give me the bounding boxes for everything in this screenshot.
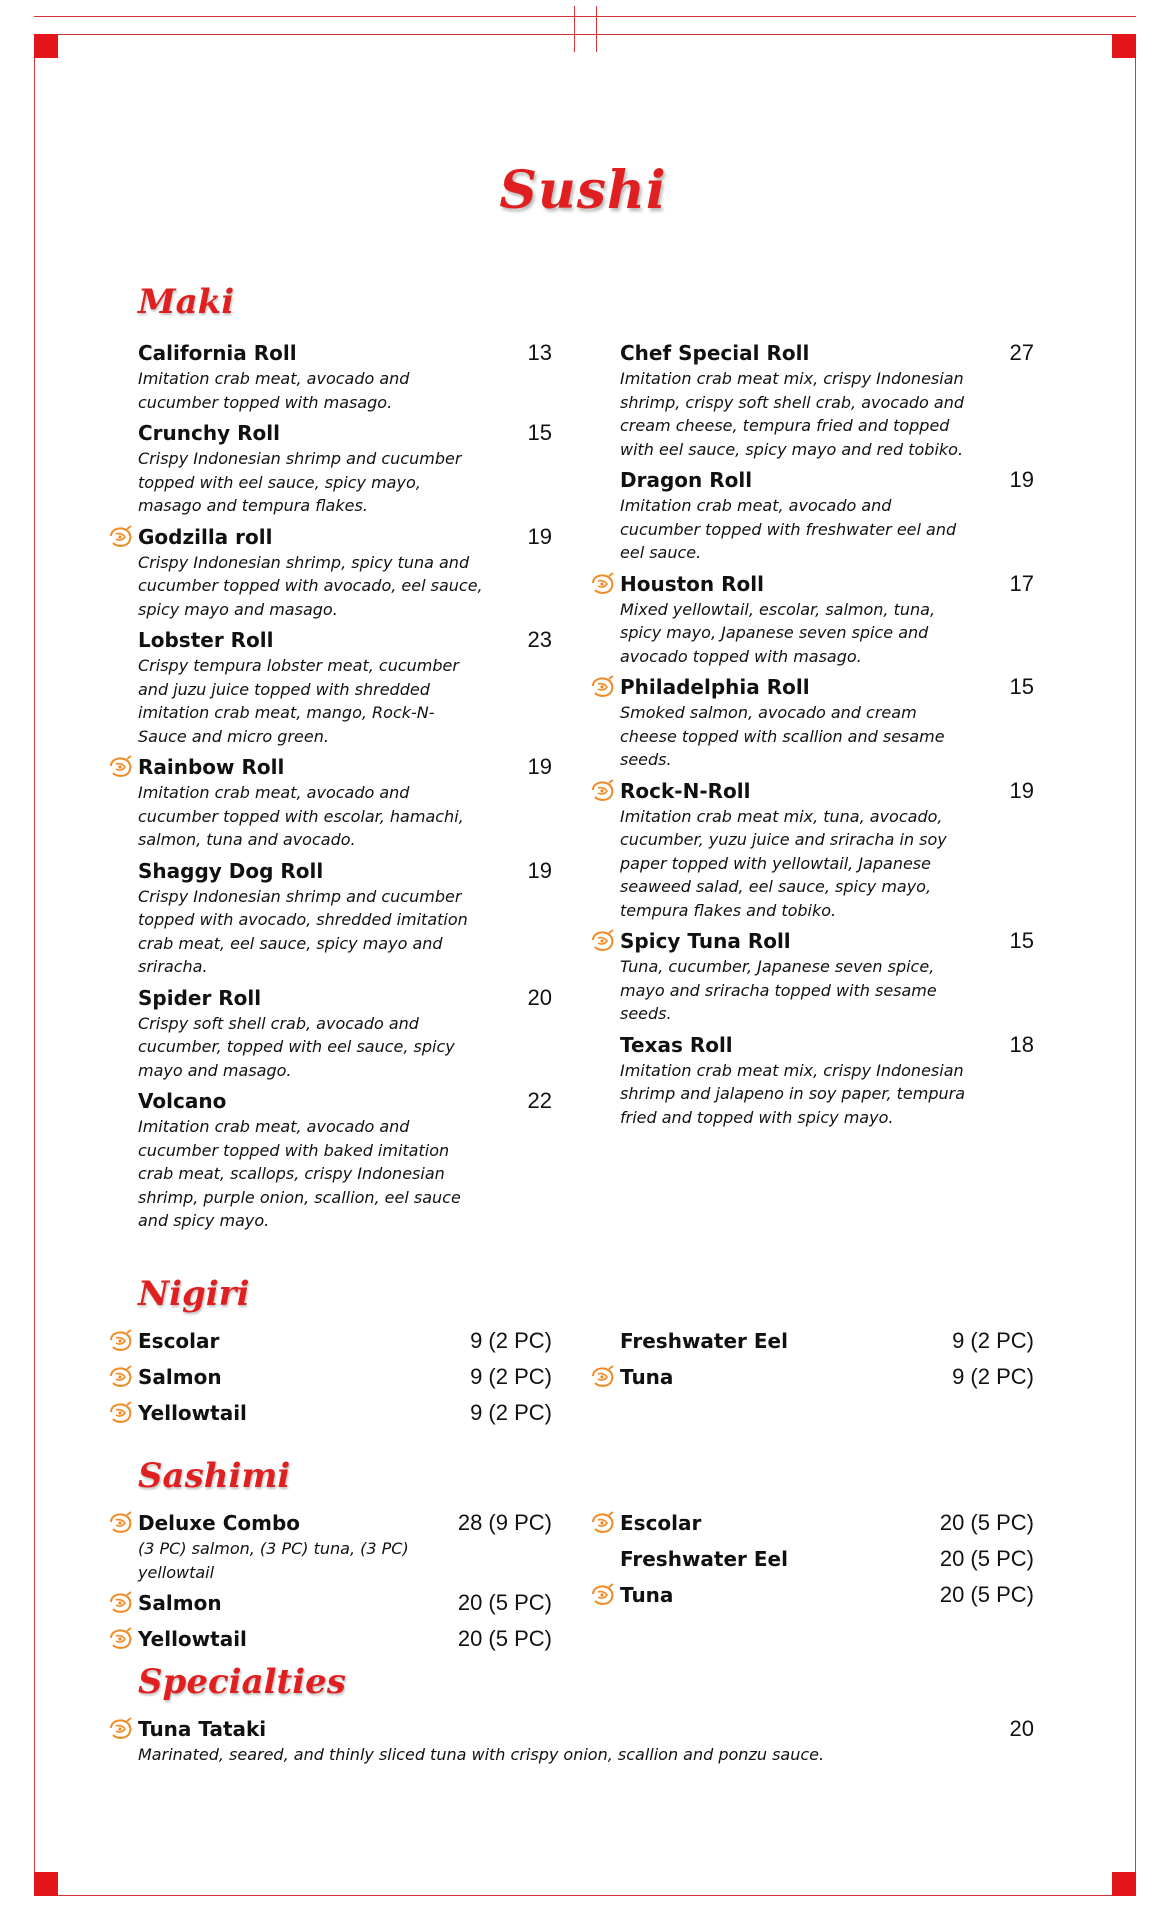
menu-item-description: Crispy Indonesian shrimp and cucumber topped with eel sauce, spicy mayo, masago and tempura flakes. — [138, 449, 462, 515]
menu-item-description: Smoked salmon, avocado and cream cheese topped with scallion and sesame seeds. — [620, 703, 945, 769]
menu-item-price: 15 — [527, 420, 552, 445]
menu-item-name: Spicy Tuna Roll — [620, 929, 791, 953]
corner-square — [34, 34, 58, 58]
menu-item-price: 19 — [527, 857, 552, 883]
menu-item — [138, 1088, 552, 1233]
chili-pepper-icon — [108, 525, 134, 549]
chili-pepper-icon — [590, 1511, 616, 1535]
menu-item-description: Crispy soft shell crab, avocado and cucumber, topped with eel sauce, spicy mayo and masago. — [138, 1013, 455, 1080]
menu-item-price: 9 (2 PC) — [952, 1364, 1034, 1389]
menu-item-name: Dragon Roll — [620, 468, 753, 492]
menu-item-description: Marinated, seared, and thinly sliced tuna with crispy onion, scallion and ponzu sauce. — [138, 1745, 825, 1764]
menu-item-name: Shaggy Dog Roll — [138, 858, 324, 883]
menu-item-row — [138, 524, 552, 550]
maki-right-column — [620, 340, 1034, 1135]
menu-item-price: 9 (2 PC) — [952, 1328, 1034, 1353]
menu-item — [138, 1364, 552, 1390]
frame-bottom-line — [34, 1895, 1136, 1896]
maki-left-column — [138, 340, 552, 1239]
frame-top-tick — [574, 6, 575, 52]
corner-square — [1112, 34, 1136, 58]
menu-item — [620, 674, 1034, 772]
menu-item-name: Deluxe Combo — [138, 1511, 301, 1535]
menu-item-row — [620, 778, 1034, 804]
menu-item-row — [138, 1088, 552, 1114]
menu-item-price: 19 — [527, 523, 552, 549]
menu-item — [138, 627, 552, 748]
menu-item-row — [138, 754, 552, 780]
menu-item-name: Salmon — [138, 1365, 222, 1389]
menu-item-row — [138, 1364, 552, 1390]
menu-item-description: Imitation crab meat mix, crispy Indonesian shrimp and jalapeno in soy paper, tempura fried and topped with spicy mayo. — [620, 1060, 966, 1127]
menu-item-price: 20 (5 PC) — [939, 1582, 1034, 1607]
menu-item-name: Freshwater Eel — [620, 1547, 788, 1571]
menu-item — [138, 1510, 552, 1584]
frame-right-line — [1135, 34, 1136, 1896]
menu-item — [138, 1590, 552, 1616]
corner-square — [1112, 1872, 1136, 1896]
chili-pepper-icon — [108, 1717, 134, 1741]
menu-item-price: 20 (5 PC) — [939, 1510, 1034, 1535]
menu-item-row — [138, 1510, 552, 1536]
menu-item-row — [138, 985, 552, 1011]
menu-item — [620, 928, 1034, 1026]
menu-item-description: Tuna, cucumber, Japanese seven spice, mayo and sriracha topped with sesame seeds. — [620, 957, 937, 1023]
menu-item-name: Philadelphia Roll — [620, 675, 810, 699]
menu-item-price: 15 — [1009, 674, 1034, 699]
menu-item-price: 13 — [527, 340, 552, 365]
chili-pepper-icon — [108, 1401, 134, 1425]
menu-item-row — [620, 1510, 1034, 1536]
menu-item-name: Spider Roll — [138, 985, 262, 1010]
menu-item-name: Yellowtail — [138, 1627, 247, 1651]
menu-item-name: Tuna Tataki — [138, 1717, 267, 1741]
menu-item-name: Escolar — [620, 1511, 702, 1535]
menu-item-description: Crispy Indonesian shrimp, spicy tuna and cucumber topped with avocado, eel sauce, spicy mayo and masago. — [138, 552, 483, 619]
menu-item-price: 20 (5 PC) — [939, 1546, 1034, 1571]
menu-item-row — [138, 420, 552, 446]
menu-item-name: Tuna — [620, 1365, 674, 1389]
frame-top-line — [34, 16, 1136, 17]
menu-item-description: Imitation crab meat, avocado and cucumber topped with masago. — [138, 369, 410, 412]
menu-item-row — [138, 1716, 1034, 1742]
menu-item-row — [138, 858, 552, 884]
menu-item-price: 17 — [1009, 570, 1034, 596]
menu-item-price: 22 — [527, 1088, 552, 1113]
menu-item-row — [620, 674, 1034, 700]
corner-square — [34, 1872, 58, 1896]
frame-top-tick — [596, 6, 597, 52]
menu-item-price: 28 (9 PC) — [457, 1510, 552, 1535]
menu-item — [138, 754, 552, 852]
nigiri-left-column — [138, 1328, 552, 1436]
menu-item-row — [620, 1032, 1034, 1058]
menu-item-row — [620, 1328, 1034, 1354]
menu-item-price: 19 — [1009, 467, 1034, 492]
menu-item — [138, 1328, 552, 1354]
menu-item-description: Imitation crab meat, avocado and cucumber topped with escolar, hamachi, salmon, tuna and avocado. — [138, 783, 464, 849]
menu-item-name: Godzilla roll — [138, 524, 273, 549]
menu-item — [620, 1546, 1034, 1572]
menu-item-description: Imitation crab meat, avocado and cucumber topped with baked imitation crab meat, scallops, crispy Indonesian shrimp, purple onion, scallion, eel sauce and spicy mayo. — [138, 1117, 461, 1230]
menu-item-description: (3 PC) salmon, (3 PC) tuna, (3 PC) yellowtail — [138, 1539, 409, 1582]
section-heading-specialties: Specialties — [138, 1662, 346, 1702]
menu-item-row — [620, 1364, 1034, 1390]
menu-item-name: Chef Special Roll — [620, 341, 810, 365]
menu-item — [138, 340, 552, 414]
menu-item-row — [138, 1590, 552, 1616]
menu-item-price: 20 — [1009, 1716, 1034, 1741]
section-heading-sashimi: Sashimi — [138, 1456, 291, 1496]
menu-item-name: Houston Roll — [620, 571, 764, 596]
menu-item-price: 19 — [527, 754, 552, 779]
chili-pepper-icon — [108, 1511, 134, 1535]
menu-item — [138, 420, 552, 518]
menu-item-row — [138, 627, 552, 653]
menu-item — [138, 1716, 1034, 1767]
chili-pepper-icon — [590, 675, 616, 699]
nigiri-right-column — [620, 1328, 1034, 1400]
chili-pepper-icon — [108, 1329, 134, 1353]
menu-item-description: Imitation crab meat, avocado and cucumber topped with freshwater eel and eel sauce. — [620, 496, 957, 562]
menu-item-price: 27 — [1009, 340, 1034, 365]
menu-item-row — [620, 571, 1034, 597]
menu-item-price: 20 (5 PC) — [457, 1626, 552, 1651]
menu-item-row — [138, 340, 552, 366]
menu-item-price: 20 — [527, 984, 552, 1010]
menu-item-name: Yellowtail — [138, 1401, 247, 1425]
menu-item-name: Lobster Roll — [138, 628, 274, 652]
chili-pepper-icon — [590, 779, 616, 803]
menu-item-description: Mixed yellowtail, escolar, salmon, tuna, spicy mayo, Japanese seven spice and avocado topped with masago. — [620, 599, 936, 666]
menu-item — [620, 1364, 1034, 1390]
menu-item-price: 18 — [1009, 1031, 1034, 1057]
menu-item-row — [620, 340, 1034, 366]
menu-item — [138, 524, 552, 622]
menu-item — [138, 858, 552, 979]
menu-item-name: Escolar — [138, 1329, 220, 1353]
menu-item — [620, 571, 1034, 669]
menu-item-price: 23 — [527, 627, 552, 652]
menu-item — [620, 1328, 1034, 1354]
menu-item-row — [138, 1400, 552, 1426]
menu-item — [138, 1626, 552, 1652]
menu-item-price: 19 — [1009, 777, 1034, 803]
menu-item-row — [138, 1626, 552, 1652]
chili-pepper-icon — [590, 1583, 616, 1607]
menu-item-name: Volcano — [138, 1089, 227, 1113]
menu-item — [138, 985, 552, 1083]
menu-item-name: Texas Roll — [620, 1032, 733, 1057]
menu-item-name: Rock-N-Roll — [620, 778, 751, 803]
section-heading-nigiri: Nigiri — [138, 1274, 250, 1314]
menu-item-row — [620, 1582, 1034, 1608]
chili-pepper-icon — [108, 1627, 134, 1651]
menu-title: Sushi — [499, 160, 667, 221]
menu-item-price: 15 — [1009, 928, 1034, 953]
chili-pepper-icon — [108, 1365, 134, 1389]
menu-item — [620, 778, 1034, 923]
chili-pepper-icon — [590, 929, 616, 953]
menu-item-price: 9 (2 PC) — [470, 1364, 552, 1389]
menu-item-row — [620, 467, 1034, 493]
menu-item-row — [620, 1546, 1034, 1572]
frame-left-line — [34, 34, 35, 1896]
menu-item-name: California Roll — [138, 341, 297, 365]
menu-item-price: 9 (2 PC) — [470, 1400, 552, 1425]
section-heading-maki: Maki — [138, 282, 235, 322]
menu-item — [138, 1400, 552, 1426]
menu-item-description: Crispy tempura lobster meat, cucumber and juzu juice topped with shredded imitation crab meat, mango, Rock-N-Sauce and micro green. — [138, 656, 459, 746]
menu-item-description: Imitation crab meat mix, tuna, avocado, cucumber, yuzu juice and sriracha in soy paper topped with yellowtail, Japanese seaweed salad, eel sauce, spicy mayo, tempura flakes and tobiko. — [620, 806, 947, 920]
sashimi-right-column — [620, 1510, 1034, 1618]
menu-item-row — [138, 1328, 552, 1354]
chili-pepper-icon — [108, 755, 134, 779]
frame-inner-top-line — [34, 34, 1136, 35]
menu-item-name: Freshwater Eel — [620, 1329, 788, 1353]
specialties-column — [138, 1716, 1034, 1773]
menu-item — [620, 1582, 1034, 1608]
chili-pepper-icon — [590, 572, 616, 596]
menu-item — [620, 1032, 1034, 1130]
menu-item-price: 9 (2 PC) — [470, 1328, 552, 1353]
menu-item-name: Tuna — [620, 1583, 674, 1607]
menu-item-name: Rainbow Roll — [138, 755, 285, 779]
chili-pepper-icon — [590, 1365, 616, 1389]
menu-item — [620, 467, 1034, 565]
menu-item-price: 20 (5 PC) — [457, 1590, 552, 1615]
menu-item — [620, 340, 1034, 461]
menu-item-name: Salmon — [138, 1591, 222, 1615]
menu-item-name: Crunchy Roll — [138, 421, 280, 445]
menu-item-description: Crispy Indonesian shrimp and cucumber topped with avocado, shredded imitation crab meat, eel sauce, spicy mayo and sriracha. — [138, 886, 468, 976]
menu-item-row — [620, 928, 1034, 954]
menu-item-description: Imitation crab meat mix, crispy Indonesian shrimp, crispy soft shell crab, avocado and cream cheese, tempura fried and topped with eel sauce, spicy mayo and red tobiko. — [620, 369, 964, 459]
chili-pepper-icon — [108, 1591, 134, 1615]
sashimi-left-column — [138, 1510, 552, 1662]
menu-item — [620, 1510, 1034, 1536]
